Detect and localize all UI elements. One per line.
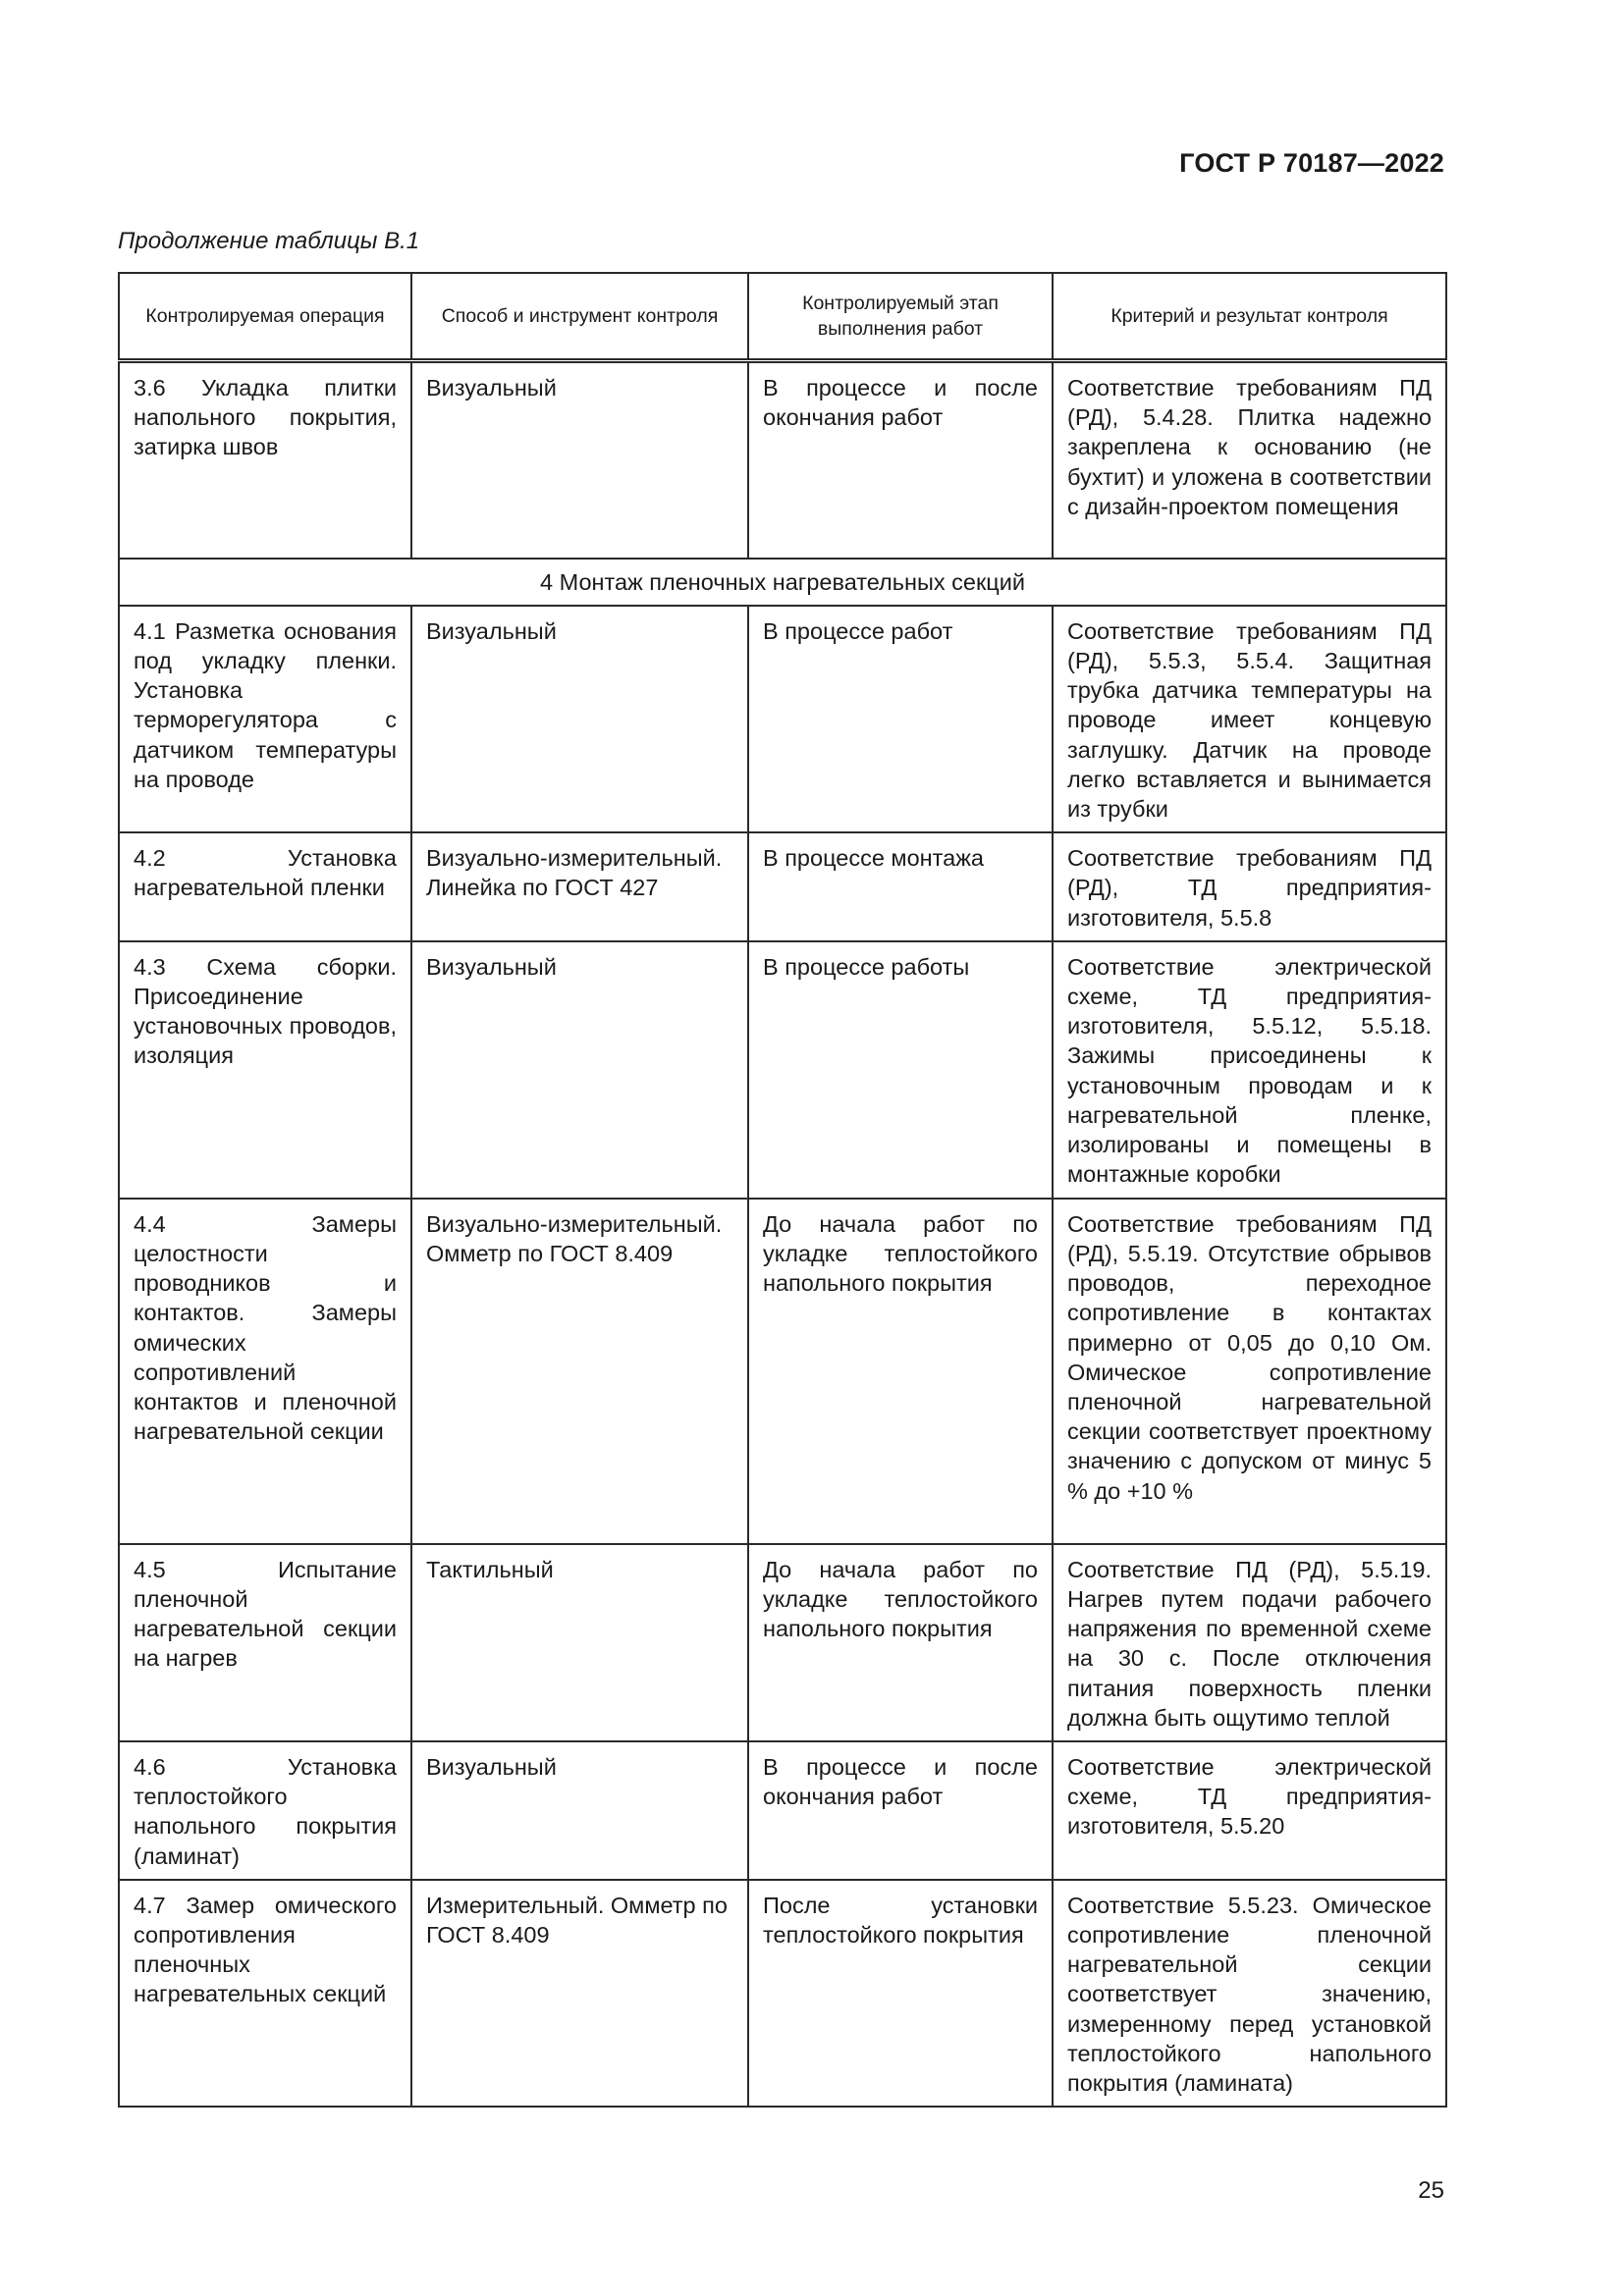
cell-operation: 4.1 Разметка основания под укладку пленки. Установка терморегулятора с датчиком температуры на проводе <box>119 606 411 832</box>
cell-method: Визуальный <box>411 941 748 1199</box>
cell-stage: В процессе работ <box>748 606 1053 832</box>
cell-criteria: Соответствие ПД (РД), 5.5.19. Нагрев путем подачи рабочего напряжения по временной схеме на 30 с. После отключения питания поверхность пленки должна быть ощутимо теплой <box>1053 1544 1446 1741</box>
cell-operation: 4.7 Замер омического сопротивления пленочных нагревательных секций <box>119 1880 411 2107</box>
table-caption: Продолжение таблицы В.1 <box>118 228 420 254</box>
column-header-stage: Контролируемый этап выполнения работ <box>748 273 1053 361</box>
cell-stage: После установки теплостойкого покрытия <box>748 1880 1053 2107</box>
cell-method: Визуальный <box>411 606 748 832</box>
document-code: ГОСТ Р 70187—2022 <box>1179 148 1444 178</box>
table-row <box>119 1544 1446 1741</box>
inspection-table <box>118 272 1447 2108</box>
cell-operation: 4.6 Установка теплостойкого напольного покрытия (ламинат) <box>119 1741 411 1880</box>
cell-criteria: Соответствие требованиям ПД (РД), 5.5.3, 5.5.4. Защитная трубка датчика температуры на проводе имеет концевую заглушку. Датчик на проводе легко вставляется и вынимается из трубки <box>1053 606 1446 832</box>
table-row <box>119 361 1446 559</box>
cell-stage: В процессе работы <box>748 941 1053 1199</box>
table-row <box>119 1741 1446 1880</box>
cell-method: Измерительный. Омметр по ГОСТ 8.409 <box>411 1880 748 2107</box>
table-header-row <box>119 273 1446 361</box>
table-row <box>119 832 1446 941</box>
cell-operation: 4.2 Установка нагревательной пленки <box>119 832 411 941</box>
table-row <box>119 1199 1446 1544</box>
cell-stage: В процессе и после окончания работ <box>748 1741 1053 1880</box>
cell-operation: 4.4 Замеры целостности проводников и контактов. Замеры омических сопротивлений контактов и пленочной нагревательной секции <box>119 1199 411 1544</box>
cell-method: Визуально-измерительный. Омметр по ГОСТ 8.409 <box>411 1199 748 1544</box>
cell-operation: 4.3 Схема сборки. Присоединение установочных проводов, изоляция <box>119 941 411 1199</box>
cell-operation: 4.5 Испытание пленочной нагревательной секции на нагрев <box>119 1544 411 1741</box>
cell-criteria: Соответствие 5.5.23. Омическое сопротивление пленочной нагревательной секции соответствует значению, измеренному перед установкой теплостойкого напольного покрытия (ламината) <box>1053 1880 1446 2107</box>
cell-criteria: Соответствие требованиям ПД (РД), 5.4.28. Плитка надежно закреплена к основанию (не бухтит) и уложена в соответствии с дизайн-проектом помещения <box>1053 361 1446 559</box>
section-row <box>119 559 1446 606</box>
cell-method: Визуальный <box>411 361 748 559</box>
column-header-operation: Контролируемая операция <box>119 273 411 361</box>
cell-method: Тактильный <box>411 1544 748 1741</box>
table-row <box>119 606 1446 832</box>
cell-method: Визуальный <box>411 1741 748 1880</box>
cell-criteria: Соответствие требованиям ПД (РД), ТД предприятия-изготовителя, 5.5.8 <box>1053 832 1446 941</box>
table-row <box>119 1880 1446 2107</box>
cell-stage: В процессе монтажа <box>748 832 1053 941</box>
section-title: 4 Монтаж пленочных нагревательных секций <box>119 559 1446 606</box>
column-header-criteria: Критерий и результат контроля <box>1053 273 1446 361</box>
table-row <box>119 941 1446 1199</box>
cell-stage: До начала работ по укладке теплостойкого напольного покрытия <box>748 1544 1053 1741</box>
cell-criteria: Соответствие электрической схеме, ТД предприятия-изготовителя, 5.5.20 <box>1053 1741 1446 1880</box>
cell-criteria: Соответствие требованиям ПД (РД), 5.5.19. Отсутствие обрывов проводов, переходное сопротивление в контактах примерно от 0,05 до 0,10 Ом. Омическое сопротивление пленочной нагревательной секции соответствует проектному значению с допуском от минус 5 % до +10 % <box>1053 1199 1446 1544</box>
cell-method: Визуально-измерительный. Линейка по ГОСТ 427 <box>411 832 748 941</box>
page-number: 25 <box>1418 2177 1444 2204</box>
cell-operation: 3.6 Укладка плитки напольного покрытия, затирка швов <box>119 361 411 559</box>
cell-stage: До начала работ по укладке теплостойкого напольного покрытия <box>748 1199 1053 1544</box>
cell-criteria: Соответствие электрической схеме, ТД предприятия-изготовителя, 5.5.12, 5.5.18. Зажимы присоединены к установочным проводам и к нагревательной пленке, изолированы и помещены в монтажные коробки <box>1053 941 1446 1199</box>
cell-stage: В процессе и после окончания работ <box>748 361 1053 559</box>
column-header-method: Способ и инструмент контроля <box>411 273 748 361</box>
